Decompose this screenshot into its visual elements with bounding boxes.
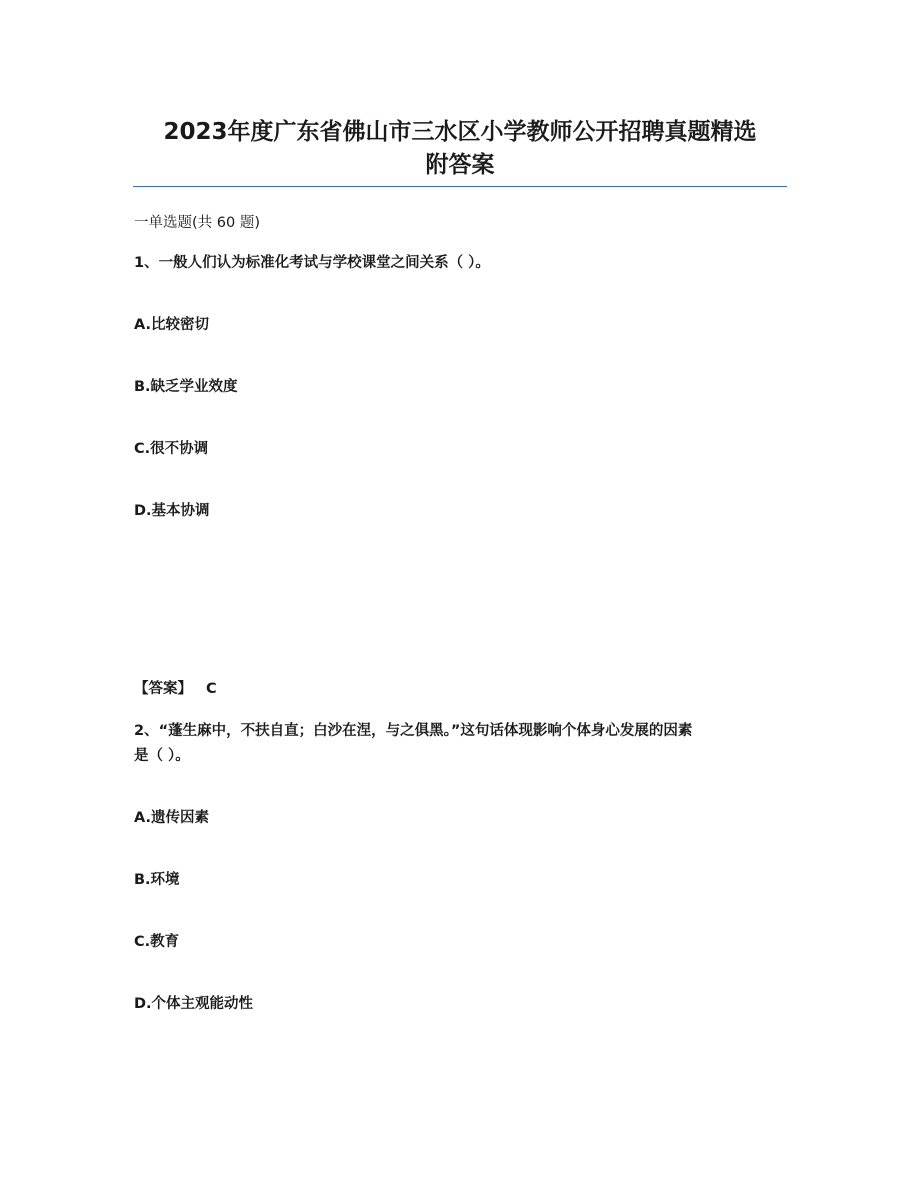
question-2-option-d: D.个体主观能动性 — [134, 996, 254, 1012]
question-1-option-c: C.很不协调 — [134, 441, 209, 457]
question-1-stem: 1、一般人们认为标准化考试与学校课堂之间关系（ ）。 — [134, 255, 490, 271]
document-title-line-1: 2023年度广东省佛山市三水区小学教师公开招聘真题精选 — [163, 119, 757, 145]
title-divider — [133, 186, 787, 187]
question-2-stem-line-1: 2、“蓬生麻中，不扶自直；白沙在涅，与之俱黑。”这句话体现影响个体身心发展的因素 — [134, 723, 693, 739]
question-2-option-c: C.教育 — [134, 934, 180, 950]
question-1-option-d: D.基本协调 — [134, 503, 210, 519]
section-label: 一单选题(共 60 题) — [134, 215, 260, 231]
document-title-line-2: 附答案 — [425, 152, 495, 178]
question-2-option-a: A.遗传因素 — [134, 810, 209, 826]
question-2-option-b: B.环境 — [134, 872, 180, 888]
answer-label: 【答案】 — [134, 681, 192, 697]
answer-value: C — [206, 681, 217, 697]
question-1-option-a: A.比较密切 — [134, 317, 209, 333]
question-1-option-b: B.缺乏学业效度 — [134, 379, 238, 395]
question-2-stem-line-2: 是（ ）。 — [134, 748, 190, 764]
question-1-answer-row — [134, 679, 217, 699]
